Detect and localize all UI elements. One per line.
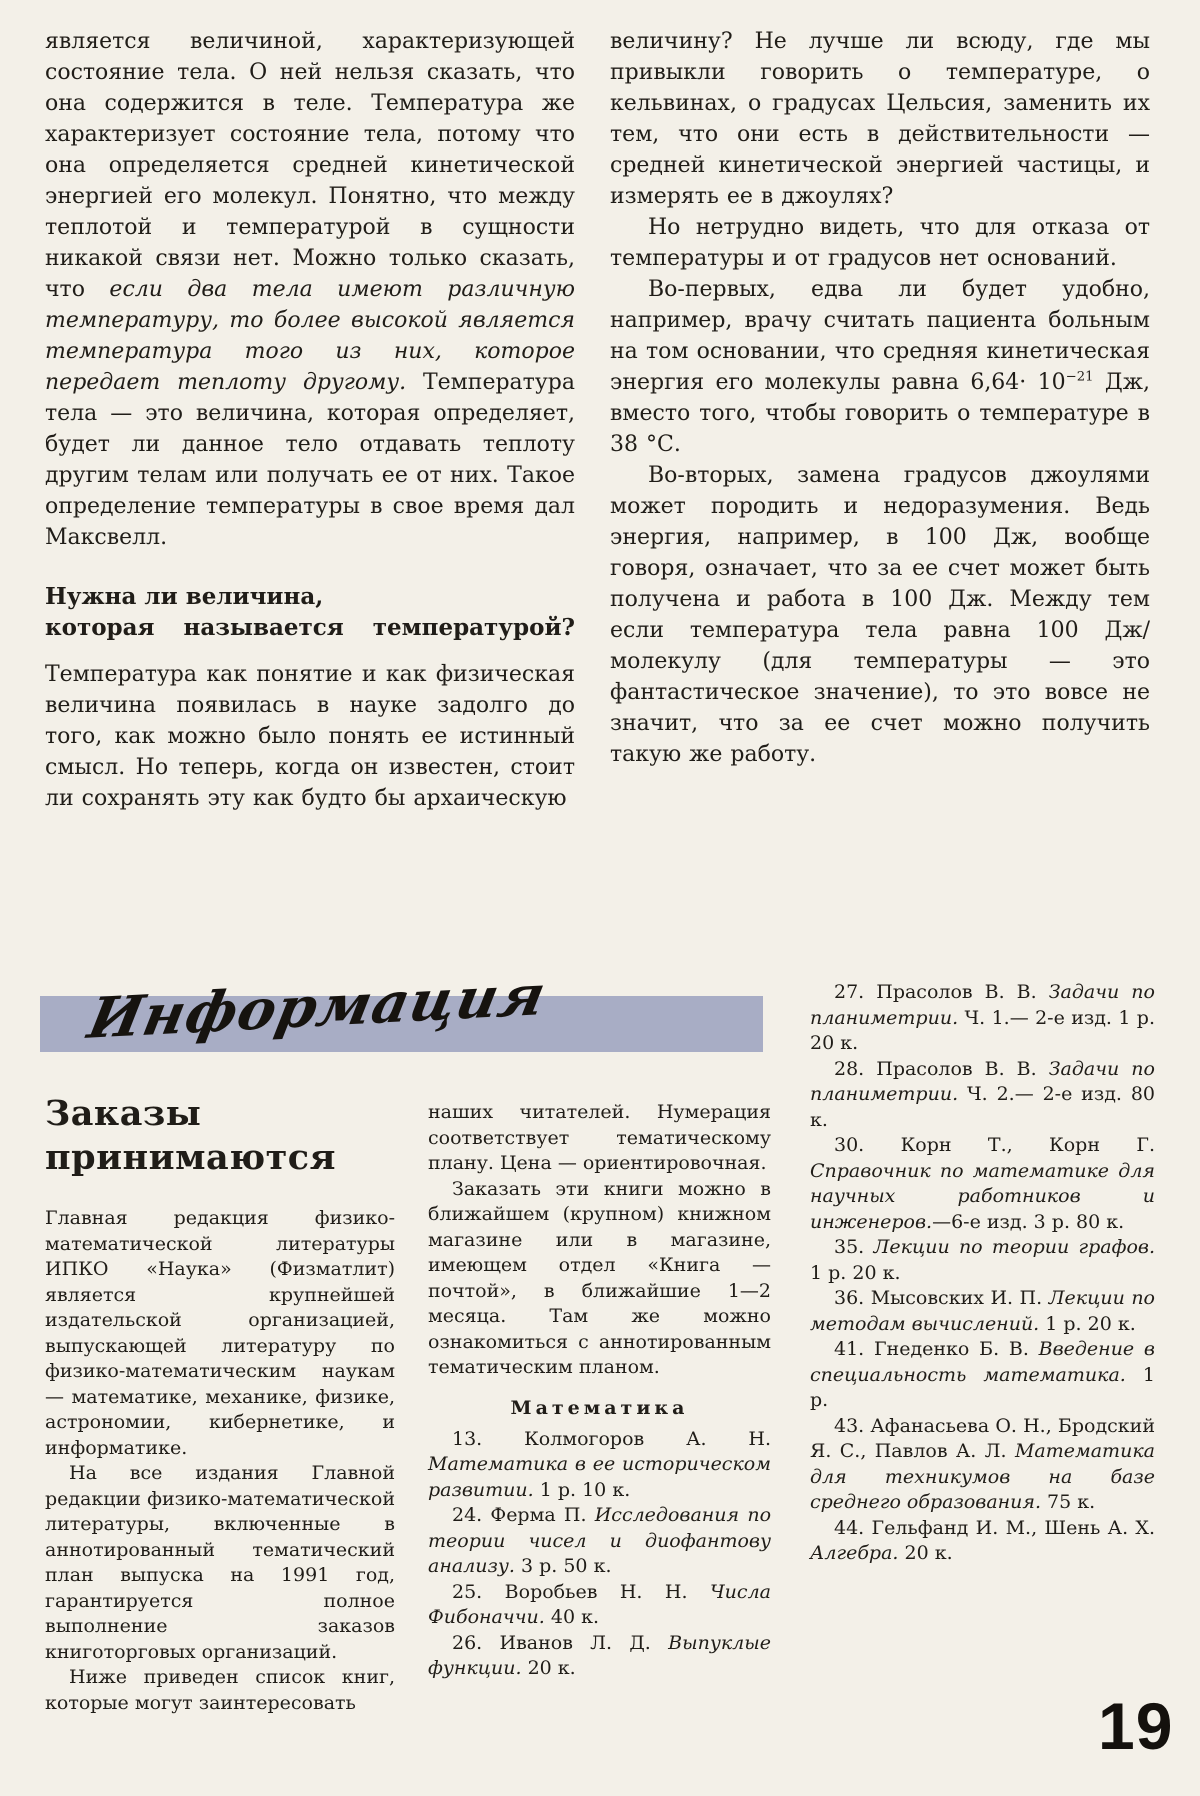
book-entry: 41. Гнеденко Б. В. Введение в специальность математика. 1 р. [810,1338,1155,1411]
orders-title-line1: Заказы [45,1093,202,1134]
informatsiya-script-text: Информация [82,962,552,1052]
page-number: 19 [1098,1689,1174,1763]
section-heading [45,581,575,643]
article-paragraph: Температура как понятие и как физическая величина появилась в науке задолго до того, как можно было понять ее истинный смысл. Но теперь, когда он известен, стоит ли сохранять эту как будто бы архаическую [45,662,575,811]
orders-column-1 [45,1092,395,1716]
orders-title [45,1092,395,1180]
book-entry: 13. Колмогоров А. Н. Математика в ее историческом развитии. 1 р. 10 к. [428,1427,771,1501]
orders-paragraph: Ниже приведен список книг, которые могут заинтересовать [45,1666,395,1714]
orders-paragraph: Заказать эти книги можно в ближайшем (крупном) книжном магазине или в магазине, имеющем отдел «Книга — почтой», в ближайшие 1—2 месяца. Там же можно ознакомиться с аннотированным тематическим планом. [428,1177,771,1378]
orders-column-3 [810,980,1155,1567]
article-paragraph: величину? Не лучше ли всюду, где мы привыкли говорить о температуре, о кельвинах, о градусах Цельсия, заменить их тем, что они есть в действительности — средней кинетической энергией частицы, и измерять ее в джоулях? [610,29,1150,209]
article-temperature [45,26,1150,814]
orders-paragraph: наших читателей. Нумерация соответствует тематическому плану. Цена — ориентировочная. [428,1101,771,1174]
book-entry: 36. Мысовских И. П. Лекции по методам вычислений. 1 р. 20 к. [810,1287,1155,1335]
orders-paragraph: На все издания Главной редакции физико-математической литературы, включенные в аннотированный тематический план выпуска на 1991 год, гарантируется полное выполнение заказов книготорговых организаций. [45,1462,395,1663]
orders-section [45,980,1155,1714]
article-right-column [610,26,1150,814]
book-entry: 27. Прасолов В. В. Задачи по планиметрии. Ч. 1.— 2-е изд. 1 р. 20 к. [810,981,1155,1054]
article-paragraph: Во-первых, едва ли будет удобно, например, врачу считать пациента больным на том основании, что средняя кинетическая энергия его молекулы равна $6,64\cdot 10^{-21}$ Дж, вместо того, чтобы говорить о температуре в 38 °С. [610,277,1150,457]
section-heading-line1: Нужна ли величина, [45,583,324,610]
article-paragraph: является величиной, характеризующей состояние тела. О ней нельзя сказать, что она содержится в теле. Температура же характеризует состояние тела, потому что она определяется средней кинетической энергией его молекул. Понятно, что между теплотой и температурой в сущности никакой связи нет. Можно только сказать, что если два тела имеют различную температуру, то более высокой является температура того из них, которое передает теплоту другому. Температура тела — это величина, которая определяет, будет ли данное тело отдавать теплоту другим телам или получать ее от них. Такое определение температуры в свое время дал Максвелл. [45,29,575,550]
article-left-column [45,26,575,814]
book-entry: 26. Иванов Л. Д. Выпуклые функции. 20 к. [428,1631,771,1679]
book-entry: 43. Афанасьева О. Н., Бродский Я. С., Павлов А. Л. Математика для техникумов на базе среднего образования. 75 к. [810,1414,1155,1513]
book-entry: 44. Гельфанд И. М., Шень А. Х. Алгебра. 20 к. [810,1516,1155,1564]
orders-column-2 [428,1100,771,1682]
book-entry: 25. Воробьев Н. Н. Числа Фибоначчи. 40 к. [428,1580,771,1628]
book-entry: 28. Прасолов В. В. Задачи по планиметрии. Ч. 2.— 2-е изд. 80 к. [810,1057,1155,1131]
book-entry: 35. Лекции по теории графов. 1 р. 20 к. [810,1236,1155,1284]
orders-paragraph: Главная редакция физико-математической литературы ИПКО «Наука» (Физматлит) является крупнейшей издательской организацией, выпускающей литературу по физико-математическим наукам — математике, механике, физике, астрономии, кибернетике, и информатике. [45,1207,395,1459]
article-paragraph: Но нетрудно видеть, что для отказа от температуры и от градусов нет оснований. [610,215,1150,271]
article-paragraph: Во-вторых, замена градусов джоулями может породить и недоразумения. Ведь энергия, например, в 100 Дж, вообще говоря, означает, что за ее счет может быть получена и работа в 100 Дж. Между тем если температура тела равна 100 Дж/молекулу (для температуры — это фантастическое значение), то это вовсе не значит, что за ее счет можно получить такую же работу. [610,463,1150,767]
math-section-header: Математика [510,1396,689,1419]
section-heading-line2: которая называется температурой? [45,614,575,641]
book-entry: 24. Ферма П. Исследования по теории чисел и диофантову анализу. 3 р. 50 к. [428,1504,772,1577]
book-entry: 30. Корн Т., Корн Г. Справочник по математике для научных работников и инженеров.—6-е изд. 3 р. 80 к. [810,1134,1155,1233]
orders-title-line2: принимаются [45,1137,336,1178]
